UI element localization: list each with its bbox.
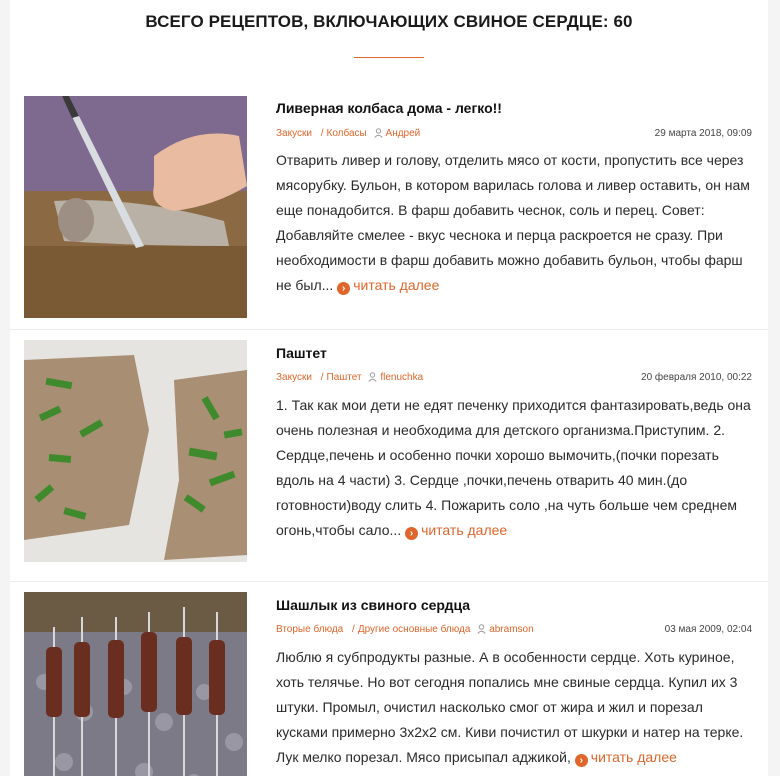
category-link[interactable]: Вторые блюда — [276, 624, 344, 635]
recipe-description — [276, 393, 756, 543]
recipe-title[interactable]: Шашлык из свиного сердца — [276, 597, 471, 613]
title-underline — [354, 57, 424, 58]
category-separator: / — [320, 128, 324, 139]
recipe-image[interactable] — [24, 96, 247, 318]
category-link[interactable]: Закуски — [276, 372, 312, 383]
category-link[interactable]: Паштет — [326, 372, 362, 383]
recipe-date: 20 февраля 2010, 00:22 — [641, 372, 752, 383]
author-link[interactable]: flenuchka — [380, 372, 424, 383]
recipe-image[interactable] — [24, 340, 247, 562]
content-panel — [10, 0, 768, 776]
recipe-description — [276, 148, 756, 298]
user-icon — [368, 372, 377, 382]
recipe-date: 29 марта 2018, 09:09 — [654, 128, 752, 139]
recipe-meta — [276, 624, 752, 640]
read-more-label: читать далее — [590, 749, 677, 765]
shashlik-photo-icon — [24, 592, 247, 776]
read-more-label: читать далее — [353, 277, 440, 293]
recipe-description — [276, 645, 756, 770]
recipe-meta — [276, 372, 752, 388]
author-link[interactable]: Андрей — [385, 128, 421, 139]
read-more-link[interactable] — [575, 749, 677, 765]
user-icon — [374, 128, 383, 138]
card-divider — [10, 581, 768, 582]
chevron-right-icon: › — [337, 282, 350, 295]
category-link[interactable]: Закуски — [276, 128, 312, 139]
page-title: ВСЕГО РЕЦЕПТОВ, ВКЛЮЧАЮЩИХ СВИНОЕ СЕРДЦЕ: 60 — [145, 12, 633, 31]
sausage-photo-icon — [24, 96, 247, 318]
category-separator: / — [352, 624, 355, 635]
chevron-right-icon: › — [575, 754, 588, 767]
recipe-title[interactable]: Ливерная колбаса дома - легко!! — [276, 100, 502, 116]
description-text: Люблю я субпродукты разные. А в особенности сердце. Хоть куриное, хоть телячье. Но вот сегодня попались мне свиные сердца. Купил их 3 штуки. Промыл, очистил насколько смог от жира и жил и порезал кусками примерно 3х2х2 см. Киви почистил от шкурки и натер на терке. Лук мелко порезал. Мясо присыпал аджикой, — [276, 649, 744, 765]
read-more-label: читать далее — [421, 522, 508, 538]
description-text: Отварить ливер и голову, отделить мясо от кости, пропустить все через мясорубку. Бульон, в котором варилась голова и ливер оставить, он нам еще понадобится. В фарш добавить чеснок, соль и перец. Совет: Добавляйте смелее - вкус чеснока и перца раскроется не сразу. При необходимости в фарш добавить можно добавить бульон, чтобы фарш не был... — [276, 152, 750, 293]
card-divider — [10, 329, 768, 330]
read-more-link[interactable] — [337, 277, 439, 293]
read-more-link[interactable] — [405, 522, 507, 538]
category-link[interactable]: Другие основные блюда — [357, 624, 471, 635]
category-link[interactable]: Колбасы — [326, 128, 367, 139]
recipe-image[interactable] — [24, 592, 247, 776]
recipe-date: 03 мая 2009, 02:04 — [664, 624, 752, 635]
category-separator: / — [320, 372, 324, 383]
chevron-right-icon: › — [405, 527, 418, 540]
description-text: 1. Так как мои дети не едят печенку приходится фантазировать,ведь она очень полезная и необходима для детского организма.Приступим. 2. Сердце,печень и особенно почки хорошо вымочить,(почки порезать вдоль на 4 части) 3. Сердце ,почки,печень отварить 40 мин.(до готовности)воду слить 4. Пожарить соло ,на чуть больше чем среднем огонь,чтобы сало... — [276, 397, 751, 538]
recipe-meta — [276, 128, 752, 144]
user-icon — [477, 624, 486, 634]
recipe-title[interactable]: Паштет — [276, 345, 327, 361]
author-link[interactable]: abramson — [489, 624, 534, 635]
pate-photo-icon — [24, 340, 247, 562]
